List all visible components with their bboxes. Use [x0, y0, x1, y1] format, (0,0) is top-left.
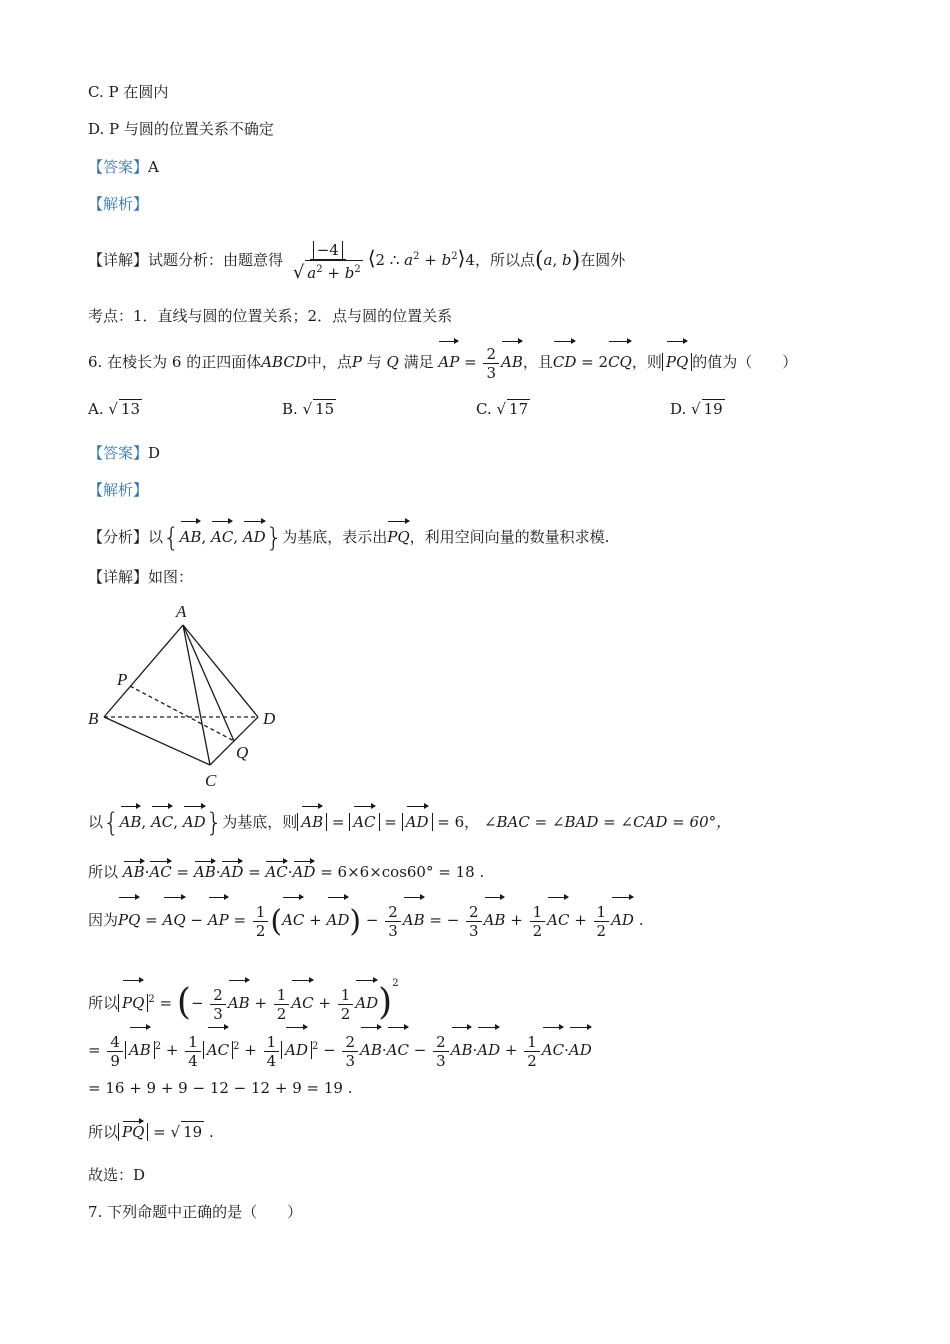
- detail-tag: 【详解】: [88, 568, 149, 586]
- answer-value: A: [148, 158, 159, 176]
- q6-fenxi: 【分析】以{AB, AC, AD}为基底，表示出PQ，利用空间向量的数量积求模.: [88, 520, 609, 553]
- detail-text: 试题分析：由题意得: [148, 251, 284, 269]
- answer-value: D: [148, 444, 161, 462]
- line-part: 所以: [88, 994, 119, 1012]
- line-part: 所以: [88, 863, 119, 881]
- label-p: P: [117, 670, 128, 689]
- line-part: 为基底，则: [222, 813, 298, 831]
- fenxi-part: ，利用空间向量的数量积求模.: [409, 528, 610, 546]
- detail-tag: 【详解】: [88, 251, 149, 269]
- q6-answer: [88, 443, 160, 463]
- q6-conclusion: 故选：D: [88, 1166, 146, 1184]
- q6-detail: [88, 567, 193, 587]
- fenxi-part: 为基底，表示出: [282, 528, 388, 546]
- q6-line1: 以{AB, AC, AD}为基底，则 AB = AC = AD = 6， ∠BAC = ∠BAD = ∠CAD = 60°，: [88, 805, 731, 838]
- line-part: 以: [88, 813, 104, 831]
- q6-option-c: C. √ 17: [476, 400, 529, 418]
- stem-part: 的值为（ ）: [692, 353, 798, 371]
- fenxi-part: 以: [148, 528, 164, 546]
- edge-ab: [104, 625, 183, 717]
- q5-option-d: D. P 与圆的位置关系不确定: [88, 120, 274, 138]
- q6-option-b: B. √ 15: [282, 400, 335, 418]
- q7-stem: 7. 下列命题中正确的是（ ）: [88, 1203, 303, 1221]
- q6-line2: 所以 AB·AC = AB·AD = AC·AD = 6×6×cos60° = 18 .: [88, 860, 484, 882]
- stem-part: ，且: [522, 353, 553, 371]
- formula-fraction: $\frac{-4}{√ a^2 + b^2}$: [292, 240, 361, 283]
- q6-line4: 所以 PQ $^2$ = (− $\frac{2}{3}$ AB + $\frac{1}{2}$ AC + $\frac{1}{2}$ AD)$^2$: [88, 978, 399, 1023]
- q6-line3: 因为PQ = AQ − AP = $\frac{1}{2}$ (AC + AD) − $\frac{2}{3}$ AB = − $\frac{2}{3}$ AB + $\frac{1}{2}$ AC + $\frac{1}{2}$ AD .: [88, 896, 643, 944]
- stem-part: ，则: [631, 353, 662, 371]
- q5-analysis-tag: 【解析】: [88, 195, 149, 213]
- detail-text: 如图：: [148, 568, 194, 586]
- q5-kaodian: 考点：1．直线与圆的位置关系；2．点与圆的位置关系: [88, 307, 453, 325]
- q6-line7: 所以 PQ = √ 19 .: [88, 1120, 214, 1142]
- answer-tag: 【答案】: [88, 444, 149, 462]
- stem-part: 的正四面体: [186, 353, 262, 371]
- edge-aq: [183, 625, 234, 741]
- q5-detail: 【详解】试题分析：由题意得 $\frac{-4}{√ a^2 + b^2}$ ⟨2 ∴ $a^2$ + $b^2⟩4$，所以点(a, b)在圆外: [88, 240, 626, 283]
- line-part: = 6×6×cos60° = 18 .: [320, 863, 485, 881]
- stem-part: 与: [366, 353, 382, 371]
- q6-analysis-tag: 【解析】: [88, 481, 149, 499]
- edge-ac: [183, 625, 210, 765]
- stem-part: 满足: [403, 353, 434, 371]
- edge-cd: [210, 717, 258, 765]
- segment-pq: [130, 686, 234, 741]
- edge-bc: [104, 717, 210, 765]
- q5-answer: [88, 157, 159, 177]
- tetrahedron-figure: [80, 598, 290, 793]
- stem-part: 6. 在棱长为: [88, 353, 168, 371]
- q5-option-c: C. P 在圆内: [88, 83, 169, 101]
- label-q: Q: [236, 743, 249, 762]
- label-b: B: [88, 709, 99, 728]
- q6-line6: = 16 + 9 + 9 − 12 − 12 + 9 = 19 .: [88, 1079, 353, 1097]
- label-a: A: [176, 602, 187, 621]
- q6-option-d: D. √ 19: [670, 400, 723, 418]
- detail-tail: ，所以点: [474, 251, 535, 269]
- q6-line5: = $\frac{4}{9}$ AB $^2$ + $\frac{1}{4}$ AC $^2$ + $\frac{1}{4}$ AD $^2$ − $\frac{2}{3}$ AB·AC − $\frac{2}{3}$ AB·AD + $\frac{1}{2}$ AC·AD: [88, 1025, 592, 1072]
- answer-tag: 【答案】: [88, 158, 149, 176]
- label-d: D: [263, 709, 276, 728]
- line-part: 所以: [88, 1123, 119, 1141]
- label-c: C: [205, 771, 217, 790]
- detail-end: 在圆外: [580, 251, 626, 269]
- stem-part: 中，点: [306, 353, 352, 371]
- q6-stem: 6. 在棱长为 6 的正四面体ABCD中，点P 与 Q 满足 AP = $\frac{2}{3}$ AB，且CD = 2CQ，则 PQ 的值为（ ）: [88, 340, 797, 382]
- line-part: ，: [464, 813, 480, 831]
- angle-equation: ∠BAC = ∠BAD = ∠CAD = 60°，: [483, 813, 732, 831]
- line-part: 因为: [88, 911, 119, 929]
- fenxi-tag: 【分析】: [88, 528, 149, 546]
- edge-ad: [183, 625, 258, 717]
- q6-option-a: A. √ 13: [88, 400, 141, 418]
